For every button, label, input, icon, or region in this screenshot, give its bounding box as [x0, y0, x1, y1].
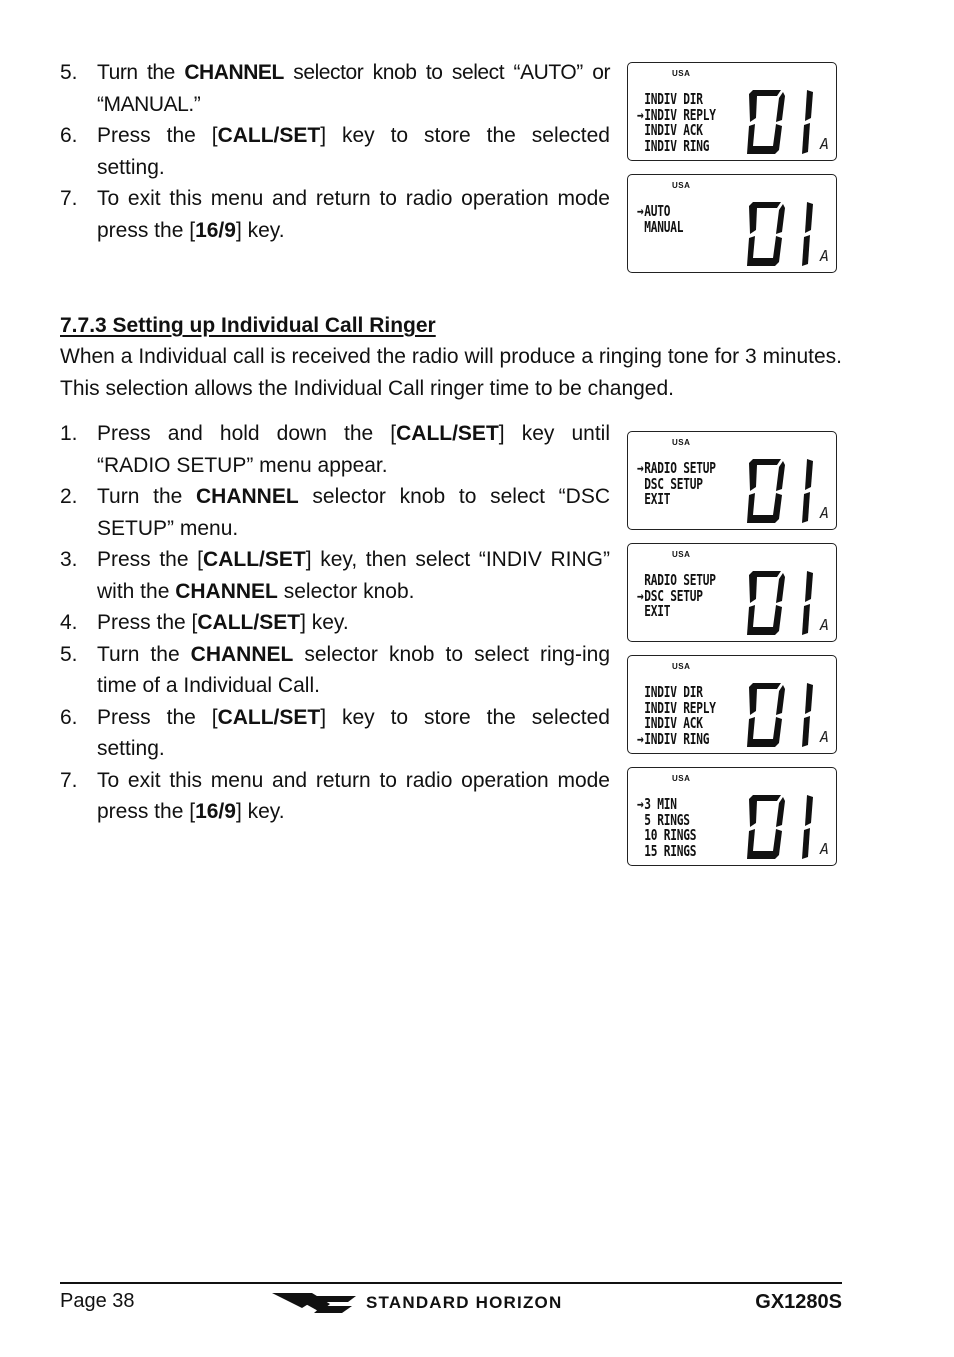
footer-divider: [60, 1282, 842, 1284]
list-number: 1.: [60, 422, 78, 445]
key-label: CALL/SET: [217, 124, 321, 147]
key-label: CHANNEL: [175, 579, 278, 603]
lcd-menu-item: [637, 217, 684, 236]
right-arrow-icon: →: [637, 586, 644, 605]
list-text: [97, 187, 610, 242]
channel-sub-indicator: A: [820, 728, 830, 746]
text-run: ] key.: [235, 800, 285, 823]
lcd-menu: [637, 204, 683, 235]
list-item: [60, 481, 610, 544]
channel-digits: [745, 681, 817, 749]
brand-logo: [272, 1290, 562, 1316]
key-label: CALL/SET: [203, 548, 306, 571]
list-item: [60, 765, 610, 828]
lcd-menu: [637, 685, 716, 747]
right-arrow-icon: →: [637, 202, 644, 220]
instruction-list-2: [60, 418, 610, 828]
text-run: ] key to store the selected setting.: [97, 705, 610, 760]
region-indicator: USA: [672, 181, 691, 190]
list-item: [60, 183, 610, 246]
list-text: [97, 485, 610, 540]
lcd-screen: [627, 655, 837, 754]
lcd-menu-label: MANUAL: [644, 217, 684, 236]
list-number: 4.: [60, 611, 78, 634]
list-item: [60, 607, 610, 639]
list-text: [97, 124, 610, 179]
list-item: [60, 418, 610, 481]
region-indicator: USA: [672, 550, 691, 559]
list-number: 7.: [60, 768, 78, 792]
text-run: ] key.: [235, 218, 285, 242]
channel-digits: [745, 457, 817, 525]
text-run: Press the [: [97, 705, 218, 729]
list-text: [97, 548, 610, 603]
right-arrow-icon: →: [637, 459, 644, 477]
list-text: [97, 769, 610, 824]
list-item: [60, 544, 610, 607]
key-label: 16/9: [195, 800, 236, 823]
region-indicator: USA: [672, 662, 691, 671]
list-number: 2.: [60, 485, 78, 508]
list-item: [60, 639, 610, 702]
lcd-menu-label: 10 RINGS: [644, 826, 697, 844]
key-label: CHANNEL: [196, 485, 299, 508]
lcd-menu-label: INDIV ACK: [644, 121, 703, 139]
channel-sub-indicator: A: [820, 247, 830, 265]
lcd-menu-label: EXIT: [644, 490, 671, 508]
text-run: Press and hold down the [: [97, 422, 397, 445]
text-run: ] key, then select “INDIV RING” with the: [97, 548, 610, 603]
text-run: Press the [: [97, 548, 204, 571]
page-number: Page 38: [60, 1290, 135, 1312]
list-text: [97, 61, 610, 116]
lcd-screen: [627, 543, 837, 642]
lcd-menu: [637, 797, 696, 859]
list-number: 5.: [60, 642, 78, 666]
lcd-menu-label: DSC SETUP: [644, 586, 703, 605]
region-indicator: USA: [672, 438, 691, 447]
lcd-menu: [637, 461, 716, 508]
list-text: [97, 643, 610, 698]
text-run: selector knob to select “AUTO” or “MANUAL.”: [97, 61, 610, 116]
list-text: [97, 422, 610, 477]
lcd-menu-item: [637, 604, 716, 620]
lcd-menu-label: 5 RINGS: [644, 810, 690, 829]
text-run: ] key until “RADIO SETUP” menu appear.: [97, 422, 610, 477]
text-run: selector knob.: [277, 579, 415, 603]
region-indicator: USA: [672, 69, 691, 78]
channel-sub-indicator: A: [820, 840, 830, 858]
lcd-menu-label: INDIV RING: [644, 729, 710, 748]
lcd-menu-item: [637, 729, 716, 748]
lcd-menu-label: INDIV REPLY: [644, 698, 716, 717]
text-run: Press the [: [97, 124, 218, 147]
lcd-menu: [637, 92, 716, 154]
lcd-menu-item: [637, 136, 716, 155]
list-number: 5.: [60, 61, 78, 84]
list-number: 3.: [60, 548, 78, 571]
channel-digits: [745, 88, 817, 156]
key-label: 16/9: [195, 218, 236, 242]
right-arrow-icon: →: [637, 105, 644, 124]
lcd-menu: [637, 573, 716, 620]
lcd-menu-label: RADIO SETUP: [644, 571, 716, 589]
lcd-screen: [627, 431, 837, 530]
key-label: CALL/SET: [197, 611, 301, 634]
lcd-menu-label: RADIO SETUP: [644, 459, 716, 477]
lcd-menu-label: EXIT: [644, 602, 671, 620]
text-run: Press the [: [97, 611, 198, 634]
list-number: 6.: [60, 705, 78, 729]
section-intro: When a Individual call is received the radio will produce a ringing tone for 3 minutes. This selection allows the Individual Call ringer time to be changed.: [60, 345, 842, 400]
list-item: [60, 57, 610, 120]
lcd-menu-label: AUTO: [644, 202, 671, 220]
list-number: 7.: [60, 187, 78, 210]
text-run: Turn the: [97, 642, 191, 666]
text-run: selector knob to select “DSC SETUP” menu.: [97, 485, 610, 540]
right-arrow-icon: →: [637, 729, 644, 748]
channel-sub-indicator: A: [820, 504, 830, 522]
text-run: selector knob to select ring-ing time of a Individual Call.: [97, 642, 610, 697]
text-run: To exit this menu and return to radio operation mode press the [: [97, 187, 610, 242]
standard-horizon-logo-icon: [272, 1290, 356, 1316]
list-text: [97, 706, 610, 761]
lcd-menu-label: INDIV DIR: [644, 90, 703, 108]
list-text: [97, 611, 349, 634]
channel-sub-indicator: A: [820, 135, 830, 153]
key-label: CALL/SET: [396, 422, 499, 445]
channel-digits: [745, 200, 817, 268]
lcd-screen: [627, 767, 837, 866]
lcd-menu-label: INDIV REPLY: [644, 105, 716, 124]
lcd-menu-label: INDIV ACK: [644, 714, 703, 732]
text-run: ] key.: [300, 611, 349, 634]
model-number: GX1280S: [755, 1291, 842, 1313]
channel-digits: [745, 569, 817, 637]
key-label: CHANNEL: [190, 642, 294, 666]
list-number: 6.: [60, 124, 78, 147]
brand-name: STANDARD HORIZON: [366, 1293, 563, 1312]
list-item: [60, 120, 610, 183]
lcd-menu-label: INDIV DIR: [644, 683, 703, 701]
lcd-screen: [627, 174, 837, 273]
key-label: CALL/SET: [217, 705, 321, 729]
text-run: Turn the: [97, 485, 197, 508]
lcd-menu-item: [637, 841, 697, 860]
channel-digits: [745, 793, 817, 861]
right-arrow-icon: →: [637, 795, 644, 813]
lcd-menu-label: 15 RINGS: [644, 841, 697, 860]
lcd-menu-label: 3 MIN: [644, 795, 677, 813]
channel-sub-indicator: A: [820, 616, 830, 634]
text-run: Turn the: [97, 61, 185, 84]
lcd-menu-label: DSC SETUP: [644, 474, 703, 493]
text-run: To exit this menu and return to radio operation mode press the [: [97, 768, 610, 823]
region-indicator: USA: [672, 774, 691, 783]
list-item: [60, 702, 610, 765]
text-run: ] key to store the selected setting.: [97, 124, 610, 179]
lcd-screen: [627, 62, 837, 161]
section-heading: 7.7.3 Setting up Individual Call Ringer: [60, 314, 436, 337]
lcd-menu-item: [637, 492, 716, 508]
lcd-menu-label: INDIV RING: [644, 136, 710, 155]
key-label: CHANNEL: [184, 61, 284, 84]
instruction-list-1: [60, 57, 610, 246]
